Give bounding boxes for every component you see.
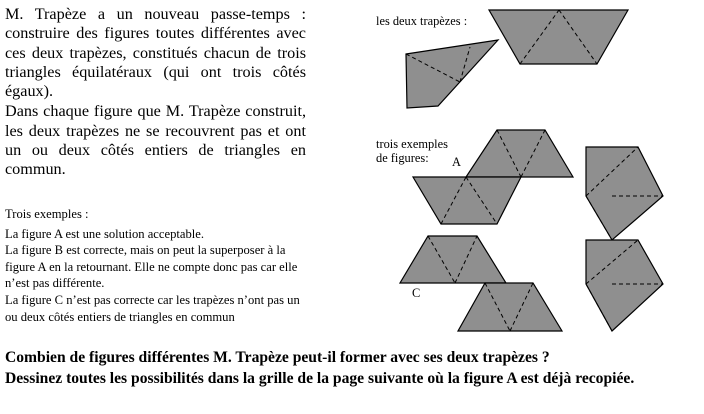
figure-b-trapeze-top — [586, 147, 663, 240]
question-line-1: Combien de figures différentes M. Trapèze peut-il former avec ses deux trapèzes ? — [5, 349, 550, 366]
figure-c — [400, 236, 562, 331]
figure-a-label: A — [452, 155, 461, 169]
figure-b — [586, 147, 663, 331]
trapeze-1-shape — [406, 40, 498, 108]
example-a-text: La figure A est une solution acceptable. — [5, 226, 204, 241]
intro-paragraph-2: Dans chaque figure que M. Trapèze construit, les deux trapèzes ne se recouvrent pas et ont un ou deux côtés entiers de triangles en commun. — [5, 102, 306, 179]
question-text — [5, 348, 699, 388]
question-line-2: Dessinez toutes les possibilités dans la grille de la page suivante où la figure A est déjà recopiée. — [5, 370, 635, 387]
examples-label-line2: de figures: — [376, 151, 429, 165]
figure-a-trapeze-top — [466, 130, 573, 177]
figure-c-trapeze-top — [400, 236, 506, 283]
examples-label-line1: trois exemples — [376, 137, 448, 151]
trapezes-label: les deux trapèzes : — [376, 14, 468, 28]
intro-paragraph-1: M. Trapèze a un nouveau passe-temps : construire des figures toutes différentes avec ces deux trapèzes, constitués chacun de trois triangles équilatéraux (qui ont trois côtés égaux). — [5, 5, 306, 101]
figure-a-trapeze-bottom — [413, 177, 521, 224]
figure-b-trapeze-bottom — [586, 240, 663, 331]
trapeze-piece-2 — [489, 10, 628, 64]
trapeze-piece-1 — [406, 40, 498, 108]
figure-c-trapeze-bottom — [458, 283, 562, 331]
example-b-text: La figure B est correcte, mais on peut la superposer à la figure A en la retournant. Elle ne compte donc pas car elle n’est pas différente. — [5, 243, 298, 291]
figure-c-label: C — [412, 286, 421, 300]
examples-heading: Trois exemples : — [5, 207, 89, 221]
trapeze-2-shape — [489, 10, 628, 64]
example-c-text: La figure C n’est pas correcte car les trapèzes n’ont pas un ou deux côtés entiers de triangles en commun — [5, 292, 300, 324]
